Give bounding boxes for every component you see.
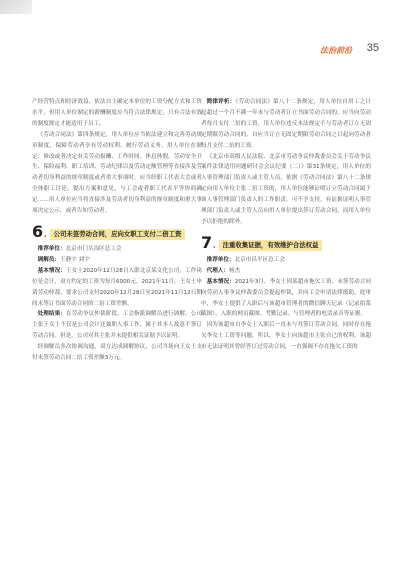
page-header xyxy=(0,0,400,60)
case-7-recommender: 推荐单位：北京市昌平区总工会 xyxy=(206,256,285,263)
left-column xyxy=(32,97,202,364)
case-7-agent: 代理人：杨杰 xyxy=(206,267,241,274)
case-6-number: 6 xyxy=(32,221,44,241)
intro-paragraph-1: 产经营特点和经济效益、依法自主确定本单位的工资分配方式和工资水平。但用人单位制定的薪酬制度应当符合法律规定，只有合法有效的制度规定才能适用于员工。 xyxy=(32,99,202,127)
case-6-heading xyxy=(32,221,202,241)
case-7-number: 7 xyxy=(201,232,213,252)
case-7-analysis: 因为该超市自李女士入职后一直未与其签订劳动合同，同时存在拖欠李女士工资等问题，所以，李女士向该超市主张自己的权利。该超市无法证明其曾经答订过劳动合同，一直强调不存在拖欠工资的 xyxy=(201,322,371,351)
case-6-mediator: 调解员：王静宇 刘宇 xyxy=(37,256,90,263)
case-6-recommender: 推荐单位：北京市门头沟区总工会 xyxy=(37,245,122,252)
case-6-facts: 基本情况：王女士2020年12月28日入职北京某文化公司，工作岗位是会计，双方约定的工资为每月6000元。2021年11月，王女士申请劳动仲裁，要求公司支付2020年12月28日至2021年11月12日期间未签订书面劳动合同的二倍工资差额。 xyxy=(32,267,202,307)
case-7-title: 注重收集证据，有效维护合法权益 xyxy=(219,240,323,251)
magazine-column-logo: 法治前沿 xyxy=(320,46,352,55)
corner-decoration xyxy=(0,0,32,14)
case-6-title: 公司未签劳动合同，应向女职工支付二倍工资 xyxy=(50,229,186,240)
case-6-review-2: 《北京市高级人民法院、北京市劳动争议仲裁委员会关于劳动争议案件法律适用问题研讨会会议纪要（二）》第31条规定，用人单位的人事管理部门负责人或主管人员，依据《劳动合同法》第八十二条规定向用人单位主张二倍工资的，用人单位能够证明订立劳动合同属于该人事管理部门负责人的工作职责，可不予支持。有证据证明人事管理部门负责人或主管人员向用人单位提出签订劳动合同，而用人单位予以拒绝的除外。 xyxy=(201,153,371,225)
case-6-review-1: 简律评析：《劳动合同法》第八十二条规定，用人单位自用工之日起超过一个月不满一年未与劳动者订立书面劳动合同的，应当向劳动者每月支付二倍的工资。用人单位违反本法规定不与劳动者订立无固定期限劳动合同的，自应当订立无固定期限劳动合同之日起向劳动者每月支付二倍的工资。 xyxy=(201,99,371,149)
intro-paragraph-2: 《劳动合同法》第四条规定，用人单位应当依法建立和完善劳动规章制度，保障劳动者享有劳动权利、履行劳动义务。用人单位在制定、修改或者决定有关劳动报酬、工作时间、休息休假、劳动安全卫生、保险福利、职工培训、劳动纪律以及劳动定额管理等直接涉及劳动者切身利益的规章制度或者重大事项时，应当经职工代表大会或者全体职工讨论，提出方案和意见，与工会或者职工代表平等协商确定……用人单位应当将直接涉及劳动者切身利益的规章制度和重大事项决定公示，或者告知劳动者。 xyxy=(32,131,202,215)
case-7-heading xyxy=(201,232,371,252)
right-column xyxy=(201,97,371,353)
case-6-result: 经调解员多次协调沟通，双方达成调解协议，公司当场向王女士支付未签劳动合同二倍工资差额3万元。 xyxy=(32,344,202,362)
case-6-process: 处理结果：在劳动争议仲裁阶段，工会指派调解员进行调解。公司主张王女士不仅是公司会计还兼职人事工作，属于其本人故意不签订劳动合同。但是，公司对其主张并未提供相关证据予以证明。 xyxy=(32,311,202,340)
case-7-dot-icon: . xyxy=(212,235,217,252)
case-7-facts: 基本情况：2021年3月，李女士因某超市拖欠工资，未签劳动合同向劳动人事争议仲裁委员会提起仲裁，并向工会申请法律援助。庭审中，李女士提供了入职后与该超市管理者的微信聊天记录（记录拍菜截图）、入职的网页截图、考勤记录、与管理者的电话录音等证据。 xyxy=(201,278,371,318)
case-6-dot-icon: . xyxy=(43,224,48,241)
page-number: 35 xyxy=(366,42,379,54)
